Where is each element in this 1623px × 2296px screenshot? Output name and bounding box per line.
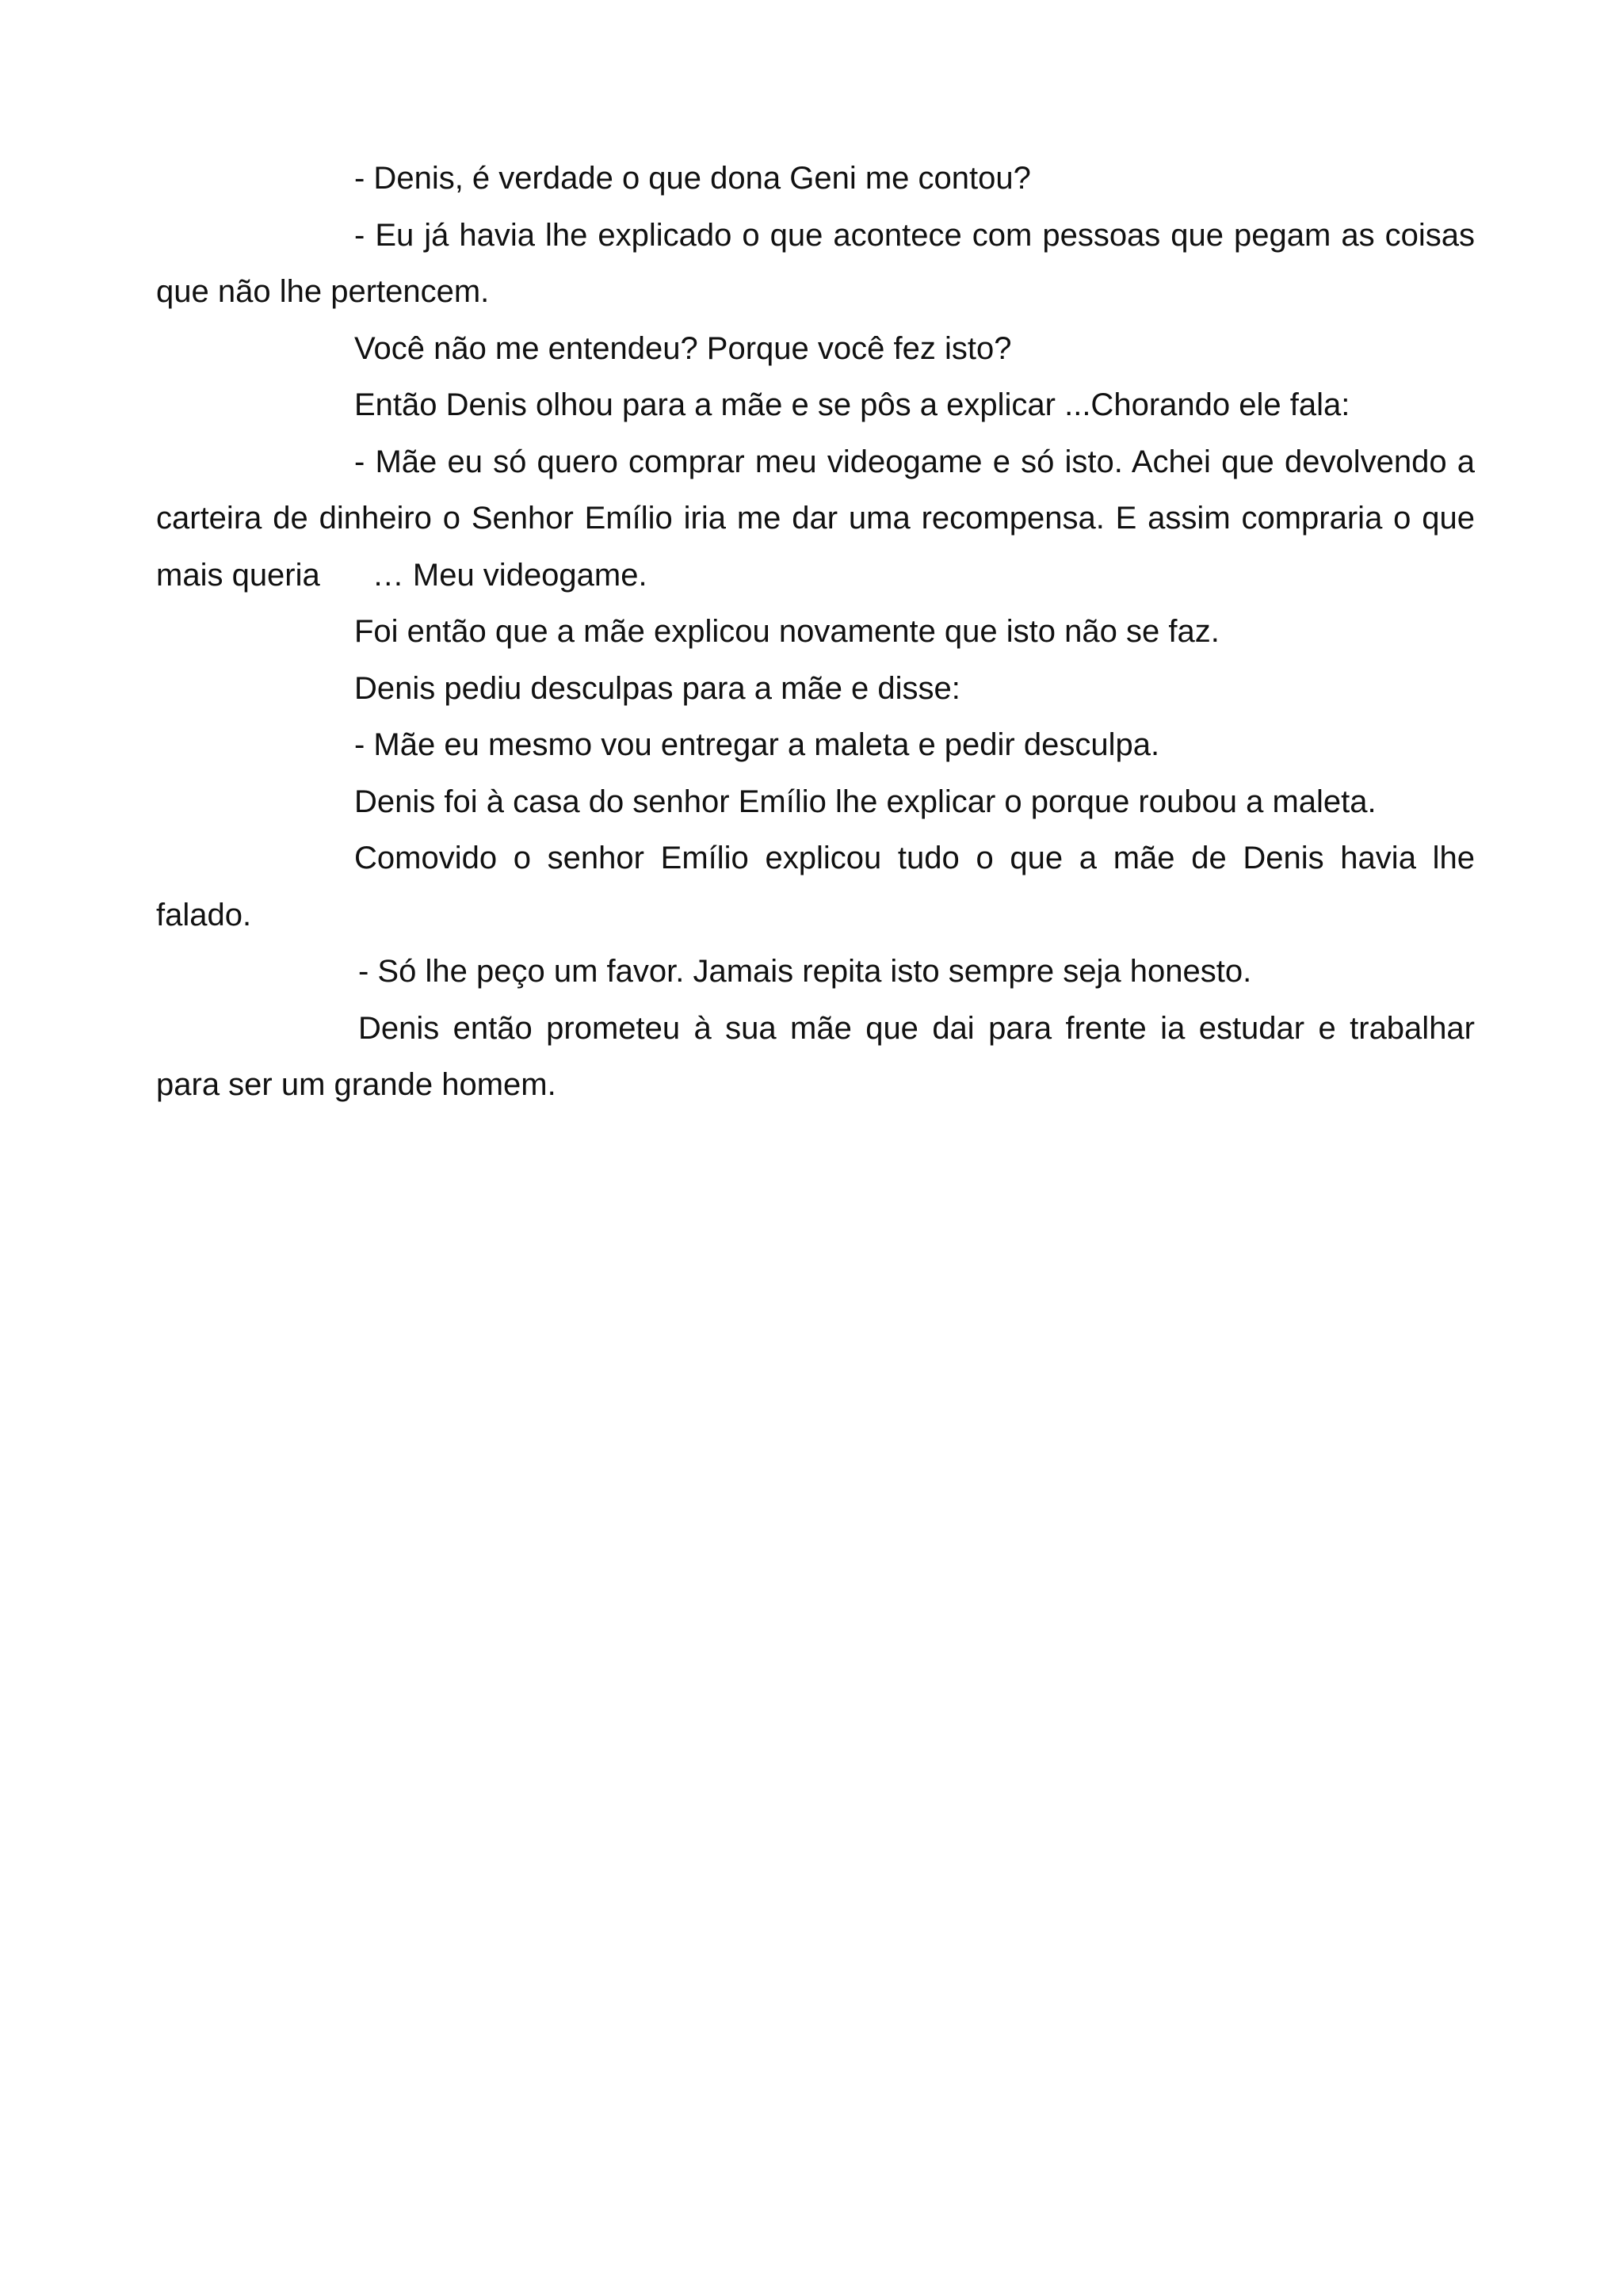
paragraph-mother-explains: Foi então que a mãe explicou novamente que isto não se faz. — [354, 614, 1220, 649]
paragraph-favor: - Só lhe peço um favor. Jamais repita isto sempre seja honesto. — [358, 954, 1252, 989]
paragraph-deliver-briefcase: - Mãe eu mesmo vou entregar a maleta e pedir desculpa. — [354, 727, 1160, 762]
paragraph-videogame-part-a: - Mãe eu só quero comprar meu videogame e só isto. Achei que devolvendo a carteira de dinheiro o Senhor Emílio iria me dar uma recompensa. E assim compraria o que mais queria — [156, 444, 1475, 593]
paragraph-explanation: - Eu já havia lhe explicado o que acontece com pessoas que pegam as coisas que não lhe pertencem. — [156, 217, 1475, 309]
paragraph-question: - Denis, é verdade o que dona Geni me contou? — [354, 161, 1031, 196]
paragraph-emilio-moved: Comovido o senhor Emílio explicou tudo o que a mãe de Denis havia lhe falado. — [156, 841, 1475, 933]
paragraph-videogame — [156, 434, 1475, 605]
paragraph-videogame-part-b: … Meu videogame. — [372, 557, 647, 593]
paragraph-apology: Denis pediu desculpas para a mãe e disse: — [354, 670, 960, 706]
story-text — [156, 151, 1475, 1114]
paragraph-denis-explains: Então Denis olhou para a mãe e se pôs a explicar ...Chorando ele fala: — [354, 387, 1350, 422]
paragraph-visit-emilio: Denis foi à casa do senhor Emílio lhe explicar o porque roubou a maleta. — [354, 784, 1377, 819]
paragraph-why: Você não me entendeu? Porque você fez isto? — [354, 330, 1012, 366]
paragraph-promise: Denis então prometeu à sua mãe que dai para frente ia estudar e trabalhar para ser um grande homem. — [156, 1010, 1475, 1102]
